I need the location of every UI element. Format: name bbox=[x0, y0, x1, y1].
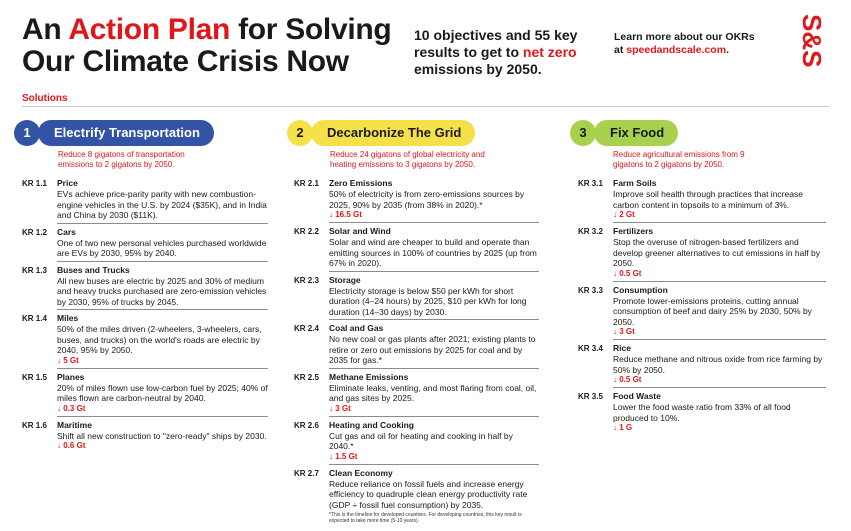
objective-number: 1 bbox=[14, 120, 40, 146]
kr-name: Solar and Wind bbox=[329, 226, 391, 236]
kr-code: KR 3.4 bbox=[578, 344, 603, 353]
emission-reduction: ↓ 2 Gt bbox=[613, 210, 635, 219]
kr-code: KR 1.3 bbox=[22, 265, 47, 275]
key-result bbox=[294, 420, 539, 465]
kr-name: Food Waste bbox=[613, 391, 661, 401]
kr-name: Methane Emissions bbox=[329, 371, 409, 382]
emission-reduction: ↓ 3 Gt bbox=[329, 403, 351, 413]
kr-desc: No new coal or gas plants after 2021; existing plants to retire or zero out emissions by 2025 for coal and by 2035 for gas.* bbox=[329, 334, 536, 365]
kr-list bbox=[22, 178, 268, 453]
kr-body bbox=[613, 285, 826, 341]
kr-code: KR 1.2 bbox=[22, 227, 47, 237]
key-result bbox=[22, 265, 268, 311]
kr-body bbox=[613, 391, 826, 435]
kr-code: KR 2.7 bbox=[294, 468, 319, 478]
kr-name: Consumption bbox=[613, 284, 668, 295]
objective-number: 2 bbox=[287, 120, 313, 146]
kr-desc: Solar and wind are cheaper to build and operate than emitting sources in 100% of countries by 2025 (up from 67% in 2020). bbox=[329, 237, 537, 268]
key-result bbox=[294, 178, 539, 223]
key-result bbox=[578, 178, 826, 223]
kr-code: KR 2.3 bbox=[294, 275, 319, 285]
kr-desc: Improve soil health through practices that increase carbon content in topsoils to a minimum of 3%. bbox=[613, 189, 803, 210]
key-result bbox=[22, 420, 268, 454]
kr-code: KR 3.3 bbox=[578, 285, 603, 295]
kr-body bbox=[613, 343, 826, 388]
kr-body bbox=[329, 275, 539, 321]
objective-title: Fix Food bbox=[594, 120, 678, 146]
kr-body bbox=[613, 226, 826, 282]
kr-name: Maritime bbox=[57, 419, 92, 430]
key-result bbox=[578, 226, 826, 282]
kr-desc: Stop the overuse of nitrogen-based fertilizers and develop greener alternatives to cut emissions in half by 2050. bbox=[613, 237, 820, 268]
objective-title: Electrify Transportation bbox=[38, 120, 214, 146]
key-result bbox=[294, 323, 539, 369]
kr-name: Fertilizers bbox=[613, 226, 654, 236]
key-result bbox=[578, 285, 826, 341]
learn-more bbox=[614, 31, 764, 57]
objective-goal: Reduce 24 gigatons of global electricity and heating emissions to 3 gigatons by 2050. bbox=[330, 150, 485, 169]
objective-goal: Reduce agricultural emissions from 9 gigatons to 2 gigatons by 2050. bbox=[613, 150, 745, 169]
key-result bbox=[578, 391, 826, 435]
kr-name: Heating and Cooking bbox=[329, 419, 414, 430]
kr-name: Clean Economy bbox=[329, 467, 393, 478]
kr-body bbox=[57, 265, 268, 311]
key-result bbox=[294, 372, 539, 417]
kr-desc: Eliminate leaks, venting, and most flaring from coal, oil, and gas sites by 2025. bbox=[329, 382, 537, 403]
kr-body bbox=[329, 323, 539, 369]
kr-desc: Promote lower-emissions proteins, cutting annual consumption of beef and dairy 25% by 2030, 50% by 2050. bbox=[613, 295, 812, 327]
kr-desc: 20% of miles flown use low-carbon fuel by 2025; 40% of miles flown are carbon-neutral by 2040. bbox=[57, 382, 268, 403]
kr-desc: Shift all new construction to "zero-ready" ships by 2030. bbox=[57, 430, 267, 441]
kr-desc: Reduce methane and nitrous oxide from rice farming by 50% by 2050. bbox=[613, 354, 823, 375]
page-title bbox=[22, 14, 391, 78]
title-line-2: Our Climate Crisis Now bbox=[22, 45, 349, 78]
kr-body bbox=[613, 178, 826, 223]
okr-link[interactable]: speedandscale.com bbox=[626, 44, 727, 56]
kr-desc: 50% of the miles driven (2-wheelers, 3-wheelers, cars, buses, and trucks) on the world's roads are electric by 2040, 95% by 2050. bbox=[57, 324, 262, 355]
kr-name: Buses and Trucks bbox=[57, 264, 130, 275]
kr-name: Cars bbox=[57, 226, 76, 237]
objective-title: Decarbonize The Grid bbox=[311, 120, 475, 146]
kr-code: KR 3.5 bbox=[578, 392, 603, 401]
objective-column-1 bbox=[14, 120, 268, 453]
logo-mark bbox=[796, 14, 826, 84]
objective-number: 3 bbox=[570, 120, 596, 146]
kr-code: KR 2.4 bbox=[294, 324, 319, 333]
kr-body bbox=[329, 468, 539, 527]
subtitle bbox=[414, 27, 594, 78]
kr-desc: Electricity storage is below $50 per kWh for short duration (4–24 hours) by 2025, $10 per kWh for long duration (14–30 days) by 2030. bbox=[329, 285, 527, 317]
emission-reduction: ↓ 5 Gt bbox=[57, 355, 79, 365]
kr-code: KR 3.2 bbox=[578, 227, 603, 236]
key-result bbox=[22, 178, 268, 224]
key-result bbox=[294, 468, 539, 527]
kr-desc: Reduce reliance on fossil fuels and increase energy efficiency to quadruple clean energy productivity rate (GDP ÷ fossil fuel consumption) by 2035. bbox=[329, 478, 528, 510]
objective-column-2 bbox=[287, 120, 539, 526]
title-part: An bbox=[22, 13, 69, 46]
title-part: for Solving bbox=[230, 13, 392, 46]
kr-desc: One of two new personal vehicles purchased worldwide are EVs by 2030, 95% by 2040. bbox=[57, 237, 267, 258]
kr-code: KR 2.6 bbox=[294, 420, 319, 430]
kr-code: KR 1.4 bbox=[22, 314, 47, 323]
emission-reduction: ↓ 1.5 Gt bbox=[329, 451, 358, 461]
kr-name: Planes bbox=[57, 371, 85, 382]
logo-text: S&S bbox=[797, 14, 826, 68]
kr-desc: Cut gas and oil for heating and cooking in half by 2040.* bbox=[329, 430, 513, 451]
kr-name: Zero Emissions bbox=[329, 178, 393, 188]
objective-header bbox=[14, 120, 268, 146]
kr-list bbox=[294, 178, 539, 526]
kr-code: KR 1.6 bbox=[22, 420, 47, 430]
title-accent: Action Plan bbox=[68, 13, 231, 46]
objective-header bbox=[287, 120, 539, 146]
kr-code: KR 3.1 bbox=[578, 179, 603, 188]
kr-code: KR 1.1 bbox=[22, 179, 47, 188]
key-result bbox=[294, 226, 539, 272]
kr-name: Coal and Gas bbox=[329, 323, 384, 333]
learn-text: Learn more about our OKRs at bbox=[614, 31, 755, 56]
kr-body bbox=[329, 420, 539, 465]
kr-name: Farm Soils bbox=[613, 178, 657, 188]
key-result bbox=[22, 313, 268, 369]
divider bbox=[22, 106, 829, 107]
footnote: *This is the timeline for developed countries. For developing countries, this key result is expected to take more time (5-10 years). bbox=[329, 512, 522, 524]
kr-name: Price bbox=[57, 178, 78, 188]
objective-goal: Reduce 8 gigatons of transportation emissions to 2 gigatons by 2050. bbox=[58, 150, 185, 169]
subtitle-accent: net zero bbox=[522, 44, 577, 60]
emission-reduction: ↓ 1 G bbox=[613, 423, 633, 432]
kr-body bbox=[57, 420, 268, 454]
kr-body bbox=[57, 313, 268, 369]
key-result bbox=[578, 343, 826, 388]
logo bbox=[796, 14, 826, 84]
kr-list bbox=[578, 178, 826, 435]
key-result bbox=[22, 227, 268, 262]
kr-desc: Lower the food waste ratio from 33% of all food produced to 10%. bbox=[613, 402, 791, 423]
kr-body bbox=[329, 178, 539, 223]
subtitle-part: emissions by 2050. bbox=[414, 61, 542, 77]
key-result bbox=[22, 372, 268, 417]
emission-reduction: ↓ 3 Gt bbox=[613, 327, 635, 336]
key-result bbox=[294, 275, 539, 321]
objective-column-3 bbox=[570, 120, 826, 435]
kr-desc: EVs achieve price-parity parity with new combustion-engine vehicles in the U.S. by 2024 ($35K), and in India and China by 2030 ($11K). bbox=[57, 189, 267, 220]
subtitle-part: 10 objectives and 55 key results to get to bbox=[414, 27, 578, 60]
kr-code: KR 1.5 bbox=[22, 372, 47, 382]
emission-reduction: ↓ 0.5 Gt bbox=[613, 268, 642, 278]
kr-body bbox=[57, 227, 268, 262]
kr-body bbox=[329, 226, 539, 272]
emission-reduction: ↓ 0.5 Gt bbox=[613, 375, 642, 384]
kr-code: KR 2.1 bbox=[294, 179, 319, 188]
kr-desc: All new buses are electric by 2025 and 30% of medium and heavy trucks purchased are zero-emission vehicles by 2030, 95% of trucks by 2045. bbox=[57, 275, 267, 307]
kr-name: Miles bbox=[57, 313, 79, 323]
kr-body bbox=[57, 178, 268, 224]
kr-name: Storage bbox=[329, 274, 361, 285]
objective-header bbox=[570, 120, 826, 146]
kr-desc: 50% of electricity is from zero-emissions sources by 2025, 90% by 2035 (from 38% in 2020).* bbox=[329, 189, 525, 210]
kr-code: KR 2.2 bbox=[294, 227, 319, 236]
emission-reduction: ↓ 16.5 Gt bbox=[329, 210, 362, 219]
learn-text: . bbox=[726, 44, 729, 56]
emission-reduction: ↓ 0.6 Gt bbox=[57, 441, 86, 450]
kr-code: KR 2.5 bbox=[294, 372, 319, 382]
kr-body bbox=[329, 372, 539, 417]
kr-name: Rice bbox=[613, 343, 631, 353]
section-label: Solutions bbox=[22, 93, 68, 104]
kr-body bbox=[57, 372, 268, 417]
emission-reduction: ↓ 0.3 Gt bbox=[57, 403, 86, 413]
